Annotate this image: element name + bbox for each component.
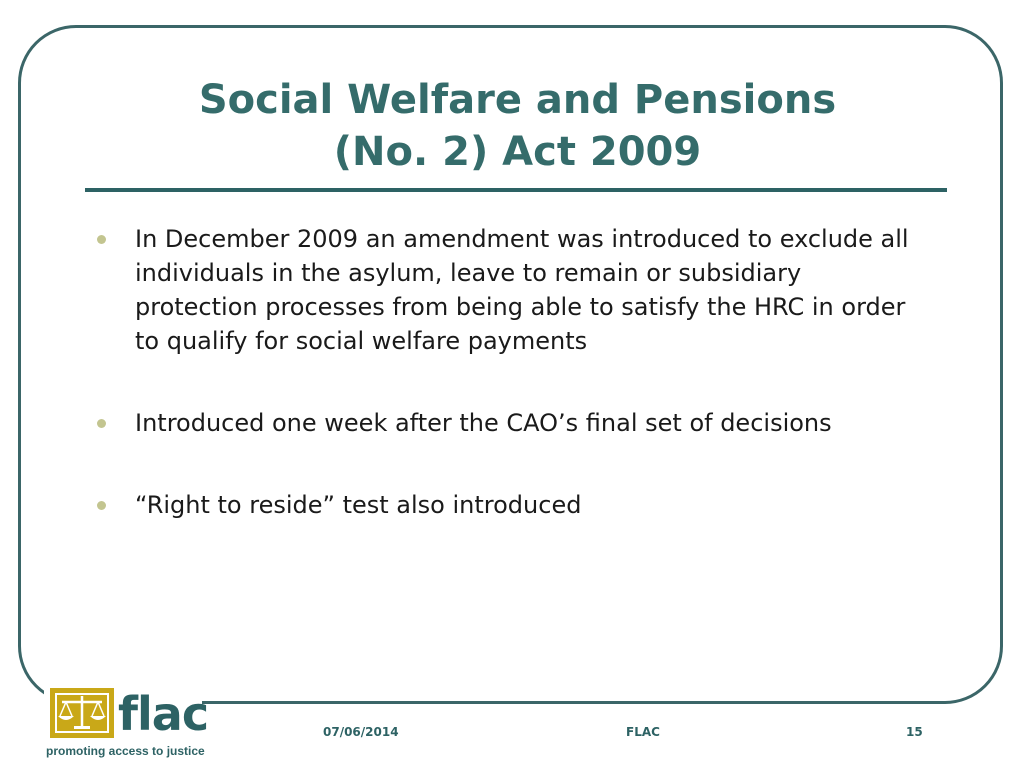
bullet-item: [95, 222, 915, 358]
bullet-text: Introduced one week after the CAO’s final set of decisions: [135, 409, 832, 437]
title-line-2: (No. 2) Act 2009: [333, 129, 702, 175]
slide-title: [90, 74, 945, 178]
bullet-list: [95, 222, 915, 570]
logo-wordmark: flac: [118, 687, 209, 741]
bullet-text: “Right to reside” test also introduced: [135, 491, 582, 519]
bullet-icon: [97, 419, 106, 428]
footer-organization: FLAC: [626, 725, 660, 739]
title-underline: [85, 188, 947, 192]
title-line-1: Social Welfare and Pensions: [198, 77, 837, 123]
logo-tagline: promoting access to justice: [46, 744, 205, 758]
bullet-item: [95, 406, 915, 440]
bullet-icon: [97, 235, 106, 244]
footer-date: 07/06/2014: [323, 725, 399, 739]
bullet-item: [95, 488, 915, 522]
bullet-icon: [97, 501, 106, 510]
bullet-text: In December 2009 an amendment was introduced to exclude all individuals in the asylum, leave to remain or subsidiary protection processes from being able to satisfy the HRC in order to qualify for social welfare payments: [135, 225, 909, 355]
scales-of-justice-icon: [50, 688, 114, 738]
flac-logo: [44, 684, 209, 764]
slide-number: 15: [906, 725, 923, 739]
